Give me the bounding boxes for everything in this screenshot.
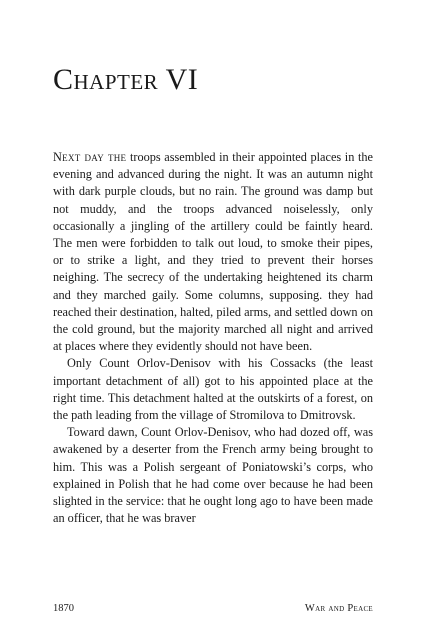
- running-footer-title: War and Peace: [304, 603, 373, 614]
- paragraph-lead-in: Next day the: [53, 150, 127, 164]
- chapter-title: Chapter VI: [53, 63, 199, 96]
- paragraph-3: Toward dawn, Count Orlov-Denisov, who had dozed off, was awakened by a deserter from the French army being brought to him. This was a Polish sergeant of Poniatowski’s corps, who explained in Polish that he had come over because he had been slighted in the service: that he ought long ago to have been made an officer, that he was braver: [53, 425, 373, 526]
- paragraph-1-text: troops assembled in their appointed places in the evening and advanced during the night. It was an autumn night with dark purple clouds, but no rain. The ground was damp but not muddy, and the troops advanced noiselessly, only occasionally a jingling of the artillery could be faintly heard. The men were forbidden to talk out loud, to smoke their pipes, or to strike a light, and they tried to prevent their horses neighing. The secrecy of the undertaking heightened its charm and they marched gaily. Some columns, supposing. they had reached their destination, halted, piled arms, and settled down on the cold ground, but the majority marched all night and arrived at places where they evidently should not have been.: [53, 150, 373, 354]
- paragraph-1: [53, 149, 373, 355]
- page-number: 1870: [53, 603, 74, 614]
- paragraph-2: Only Count Orlov-Denisov with his Cossacks (the least important detachment of all) got to his appointed place at the right time. This detachment halted at the outskirts of a forest, on the path leading from the village of Stromilova to Dmitrovsk.: [53, 356, 373, 423]
- chapter-body: [53, 149, 373, 527]
